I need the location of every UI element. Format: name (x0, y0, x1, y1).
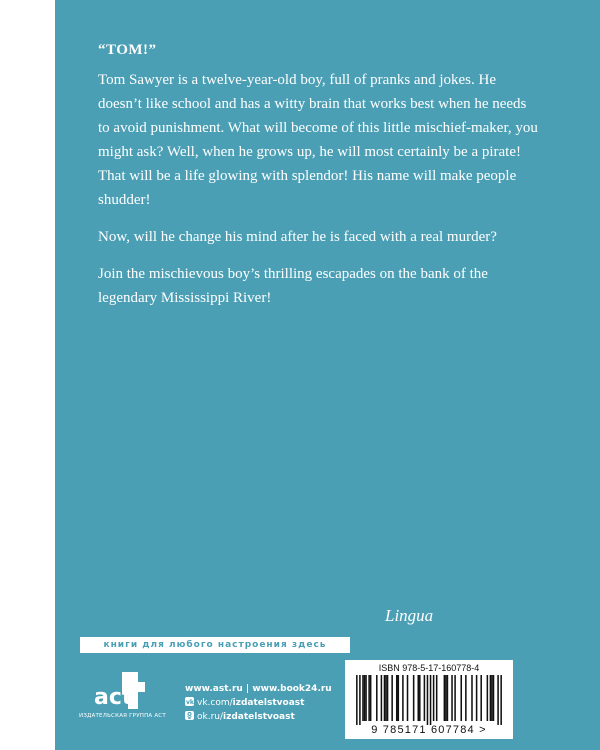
vk-link-handle: izdatelstvoast (232, 698, 305, 708)
barcode-bar (387, 675, 389, 721)
tagline: книги для любого настроения здесь (103, 640, 327, 650)
barcode-bar (465, 675, 467, 721)
barcode-bar (445, 675, 447, 721)
barcode (353, 675, 505, 725)
barcode-bar (364, 675, 366, 721)
barcode-bar (398, 675, 400, 721)
publisher-links (185, 682, 332, 724)
blurb-paragraph-1: Tom Sawyer is a twelve-year-old boy, full of pranks and jokes. He doesn’t like school and has a witty brain that works best when he needs to avoid punishment. What will become of this little mischief-maker, you might ask? Well, when he grows up, he will most certainly be a pirate! That will be a life glowing with splendor! His name will make people shudder! (98, 72, 538, 208)
barcode-bar (376, 675, 378, 721)
barcode-bar (493, 675, 495, 721)
barcode-box (345, 660, 513, 739)
book-back-cover (55, 0, 600, 750)
publisher-logo-text: act (94, 685, 133, 710)
barcode-bar (476, 675, 478, 721)
barcode-bar (407, 675, 409, 721)
barcode-digits: 9 785171 607784 > (371, 724, 487, 736)
ok-link[interactable] (185, 710, 332, 724)
barcode-bar (419, 675, 421, 721)
svg-text:vk: vk (186, 699, 194, 706)
barcode-bar (497, 675, 499, 725)
tagline-bar (80, 637, 350, 653)
barcode-bar (454, 675, 456, 721)
barcode-bar (487, 675, 489, 721)
barcode-bar (356, 675, 358, 725)
ok-icon (185, 711, 194, 720)
publisher-logo (92, 668, 146, 710)
barcode-bar (436, 675, 438, 721)
barcode-bar (480, 675, 482, 721)
barcode-bar (413, 675, 415, 721)
imprint-logo: Lingua (385, 606, 434, 625)
barcode-bar (396, 675, 398, 721)
blurb (98, 38, 538, 323)
barcode-bar (384, 675, 386, 721)
barcode-bar (359, 675, 361, 725)
blurb-paragraph-2: Now, will he change his mind after he is faced with a real murder? (98, 229, 497, 245)
barcode-bar (391, 675, 393, 721)
barcode-bar (490, 675, 492, 721)
barcode-bar (424, 675, 426, 721)
isbn-label: ISBN 978-5-17-160778-4 (378, 663, 480, 673)
ok-link-handle: izdatelstvoast (223, 712, 295, 722)
barcode-bar (451, 675, 453, 721)
barcode-bar (368, 675, 370, 721)
barcode-bar (460, 675, 462, 721)
blurb-paragraph-3: Join the mischievous boy’s thrilling escapades on the bank of the legendary Mississippi River! (98, 266, 488, 306)
barcode-bar (444, 675, 446, 721)
barcode-bar (365, 675, 367, 721)
publisher-group-name: ИЗДАТЕЛЬСКАЯ ГРУППА АСТ (79, 713, 166, 719)
ok-link-prefix: ok.ru/ (197, 712, 224, 722)
barcode-bar (362, 675, 364, 721)
barcode-bar (370, 675, 372, 721)
barcode-bar (430, 675, 432, 725)
barcode-bar (427, 675, 429, 725)
barcode-bar (447, 675, 449, 721)
blurb-lead: “TOM!” (98, 42, 157, 58)
barcode-bar (402, 675, 404, 721)
vk-link-prefix: vk.com/ (197, 698, 233, 708)
barcode-bar (491, 675, 493, 721)
barcode-bar (385, 675, 387, 721)
barcode-bar (500, 675, 502, 725)
vk-link[interactable] (185, 696, 332, 710)
barcode-bar (381, 675, 383, 721)
vk-icon (185, 697, 194, 706)
websites-link[interactable]: www.ast.ru | www.book24.ru (185, 684, 332, 694)
barcode-bar (417, 675, 419, 721)
barcode-bar (471, 675, 473, 721)
barcode-bar (433, 675, 435, 721)
